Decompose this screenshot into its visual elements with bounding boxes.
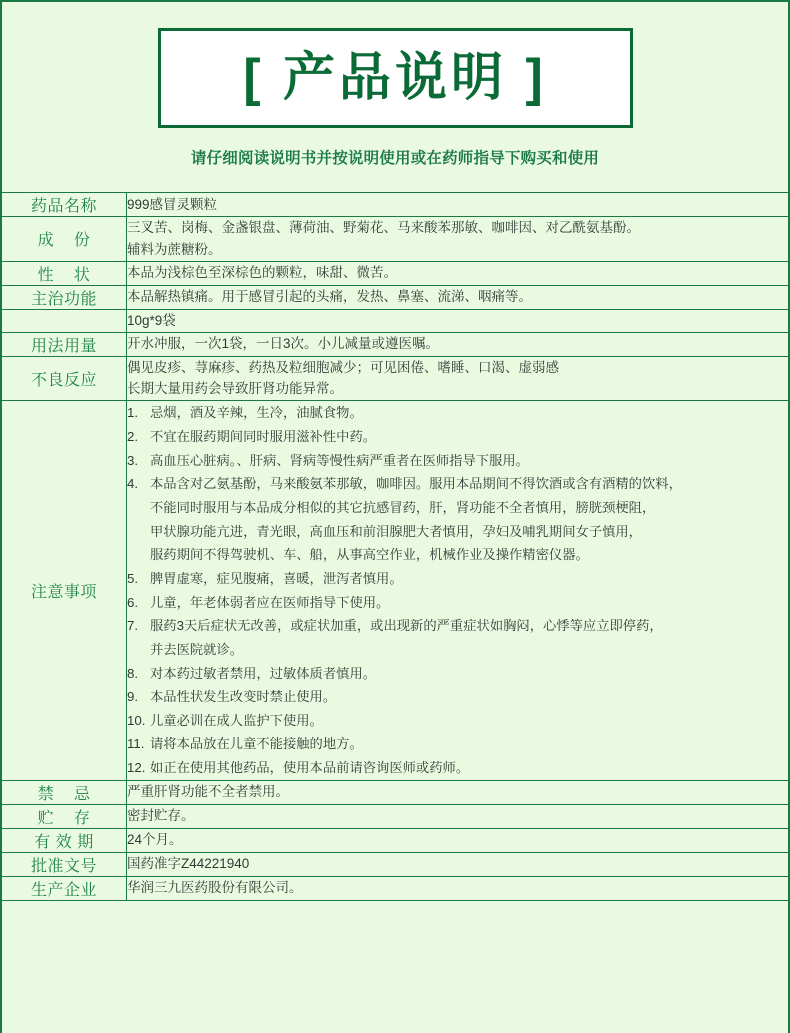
precaution-item — [127, 732, 788, 756]
precaution-number: 3. — [127, 452, 139, 468]
precaution-text — [150, 591, 788, 615]
text-line: 严重肝肾功能不全者禁用。 — [127, 784, 289, 800]
table-row — [2, 193, 788, 217]
text-line: 服药3天后症状无改善，或症状加重，或出现新的严重症状如胸闷，心悸等应立即停药， — [150, 618, 663, 634]
row-value — [127, 332, 789, 356]
table-row — [2, 356, 788, 401]
page-title: [ 产品说明 ] — [243, 49, 547, 107]
precaution-item — [127, 401, 788, 425]
table-row — [2, 804, 788, 828]
precaution-item — [127, 662, 788, 686]
table-row — [2, 852, 788, 876]
text-line: 儿童，年老体弱者应在医师指导下使用。 — [150, 594, 390, 610]
precaution-item — [127, 685, 788, 709]
text-line: 甲状腺功能亢进，青光眼，高血压和前泪腺肥大者慎用，孕妇及哺乳期间女子慎用， — [150, 523, 642, 539]
row-label: 用法用量 — [2, 332, 127, 356]
text-line: 请将本品放在儿童不能接触的地方。 — [150, 736, 363, 752]
precaution-item — [127, 425, 788, 449]
table-row-precautions — [2, 401, 788, 781]
precaution-number: 5. — [127, 570, 139, 586]
row-value — [127, 876, 789, 900]
precaution-number: 8. — [127, 665, 139, 681]
precaution-number: 2. — [127, 428, 139, 444]
row-value — [127, 193, 789, 217]
text-line: 不能同时服用与本品成分相似的其它抗感冒药，肝，肾功能不全者慎用，膀胱颈梗阻， — [150, 499, 656, 515]
row-value — [127, 356, 789, 401]
precaution-number: 7. — [127, 618, 139, 634]
text-line: 服药期间不得驾驶机、车、船，从事高空作业，机械作业及操作精密仪器。 — [150, 547, 589, 563]
text-line: 脾胃虚寒，症见腹痛，喜暖，泄泻者慎用。 — [150, 570, 403, 586]
row-value — [127, 309, 789, 332]
row-value — [127, 261, 789, 285]
row-label: 主治功能 — [2, 285, 127, 309]
text-line: 本品性状发生改变时禁止使用。 — [150, 689, 337, 705]
text-line: 偶见皮疹、荨麻疹、药热及粒细胞减少；可见困倦、嗜睡、口渴、虚弱感 — [127, 359, 559, 375]
row-label: 药品名称 — [2, 193, 127, 217]
text-line: 高血压心脏病。、肝病、肾病等慢性病严重者在医师指导下服用。 — [150, 452, 529, 468]
text-line: 10g*9袋 — [127, 312, 176, 328]
text-line: 并去医院就诊。 — [150, 641, 244, 657]
precaution-text — [150, 401, 788, 425]
row-value — [127, 804, 789, 828]
row-value — [127, 217, 789, 262]
text-line: 国药准字Z44221940 — [127, 856, 250, 872]
precaution-text — [150, 732, 788, 756]
row-value — [127, 852, 789, 876]
text-line: 999感冒灵颗粒 — [127, 196, 218, 212]
text-line: 华润三九医药股份有限公司。 — [127, 880, 303, 896]
text-line: 辅料为蔗糖粉。 — [127, 241, 222, 257]
precaution-text — [150, 685, 788, 709]
precaution-text — [150, 614, 788, 661]
text-line: 本品为浅棕色至深棕色的颗粒，味甜、微苦。 — [127, 265, 397, 281]
table-row — [2, 780, 788, 804]
specification-table — [2, 192, 788, 901]
row-label: 贮 存 — [2, 804, 127, 828]
precaution-item — [127, 472, 788, 567]
precaution-text — [150, 756, 788, 780]
row-label: 成 份 — [2, 217, 127, 262]
precaution-item — [127, 449, 788, 473]
table-row — [2, 828, 788, 852]
title-box — [158, 28, 633, 128]
text-line: 本品含对乙氨基酚，马来酸氨苯那敏，咖啡因。服用本品期间不得饮酒或含有酒精的饮料， — [150, 476, 682, 492]
row-label: 有 效 期 — [2, 828, 127, 852]
precaution-item — [127, 567, 788, 591]
text-line: 对本药过敏者禁用，过敏体质者慎用。 — [150, 665, 377, 681]
text-line: 长期大量用药会导致肝肾功能异常。 — [127, 381, 343, 397]
row-value — [127, 828, 789, 852]
precautions-list — [127, 401, 789, 781]
precaution-number: 4. — [127, 476, 139, 492]
text-line: 忌烟，酒及辛辣，生冷，油腻食物。 — [150, 405, 363, 421]
precaution-text — [150, 425, 788, 449]
text-line: 不宜在服药期间同时服用滋补性中药。 — [150, 428, 377, 444]
row-label: 批准文号 — [2, 852, 127, 876]
table-row — [2, 876, 788, 900]
precaution-number: 10. — [127, 712, 146, 728]
precaution-text — [150, 472, 788, 567]
row-label: 禁 忌 — [2, 780, 127, 804]
text-line: 如正在使用其他药品，使用本品前请咨询医师或药师。 — [150, 760, 470, 776]
precaution-text — [150, 449, 788, 473]
precaution-item — [127, 756, 788, 780]
table-row — [2, 261, 788, 285]
precaution-text — [150, 709, 788, 733]
precaution-text — [150, 662, 788, 686]
text-line: 开水冲服，一次1袋，一日3次。小儿减量或遵医嘱。 — [127, 336, 440, 352]
text-line: 儿童必训在成人监护下使用。 — [150, 712, 323, 728]
precaution-item — [127, 709, 788, 733]
row-label: 生产企业 — [2, 876, 127, 900]
precaution-item — [127, 614, 788, 661]
text-line: 密封贮存。 — [127, 808, 195, 824]
row-value — [127, 780, 789, 804]
page-header — [2, 2, 788, 168]
row-value — [127, 285, 789, 309]
text-line: 24个月。 — [127, 832, 183, 848]
table-row — [2, 217, 788, 262]
text-line: 本品解热镇痛。用于感冒引起的头痛，发热、鼻塞、流涕、咽痛等。 — [127, 289, 532, 305]
precaution-number: 6. — [127, 594, 139, 610]
row-label: 不良反应 — [2, 356, 127, 401]
precaution-text — [150, 567, 788, 591]
row-label: 性 状 — [2, 261, 127, 285]
precaution-number: 1. — [127, 405, 139, 421]
table-row — [2, 309, 788, 332]
row-label — [2, 309, 127, 332]
text-line: 三叉苦、岗梅、金盏银盘、薄荷油、野菊花、马来酸苯那敏、咖啡因、对乙酰氨基酚。 — [127, 220, 640, 235]
precaution-number: 11. — [127, 736, 145, 752]
precaution-item — [127, 591, 788, 615]
row-label: 注意事项 — [2, 401, 127, 781]
precaution-number: 9. — [127, 689, 139, 705]
page-subtitle: 请仔细阅读说明书并按说明使用或在药师指导下购买和使用 — [190, 150, 600, 167]
table-row — [2, 332, 788, 356]
table-row — [2, 285, 788, 309]
precaution-number: 12. — [127, 760, 146, 776]
